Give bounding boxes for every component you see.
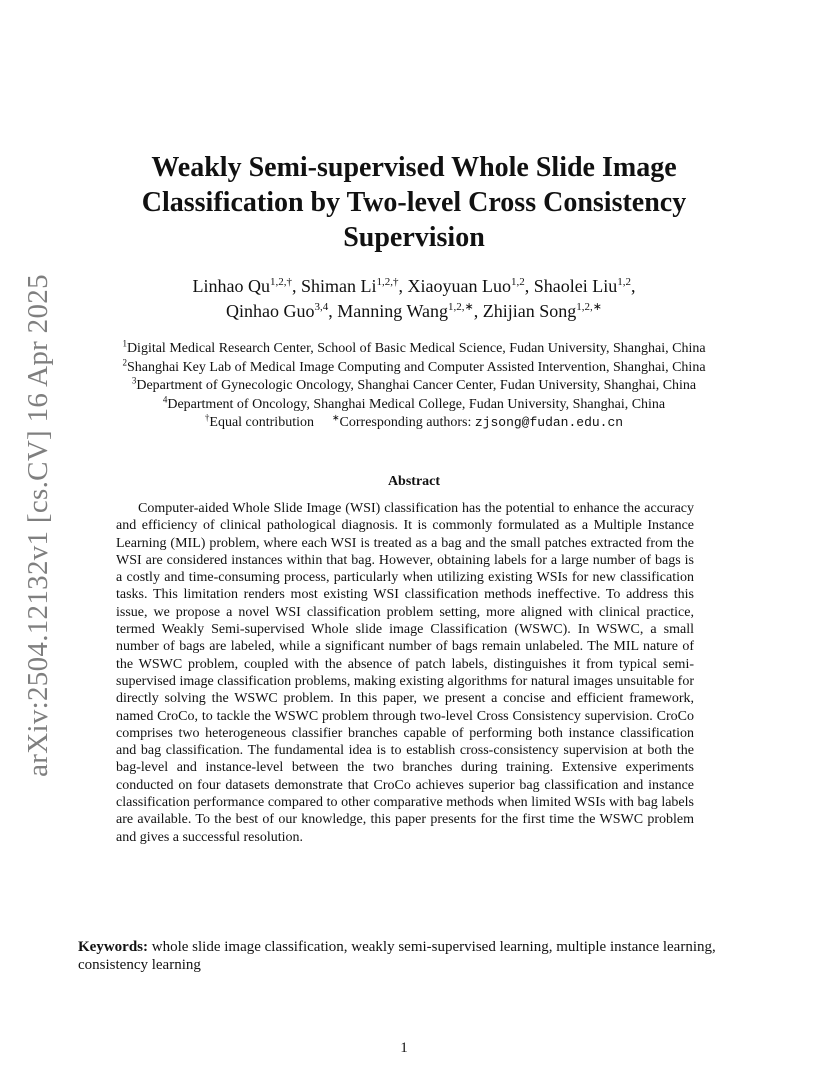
author-affil-sup: 1,2,†: [270, 276, 292, 288]
author-name: Manning Wang: [337, 301, 449, 321]
author-list: Linhao $Qu^{1,2,\dagger}$, Shiman $Li^{1,2,\dagger}$, Xiaoyuan Luo$^{1,2}$, Shaolei Liu$^{1,2}$, Qinhao Guo$^{3,4}$, Manning Wang$^{1,2,∗}$, Zhijian Song$^{1,2,∗}$: [192, 276, 636, 321]
abstract-heading: Abstract: [387, 474, 441, 489]
arxiv-identifier-stamp: [18, 273, 58, 777]
author-name: Xiaoyuan Luo: [407, 276, 511, 296]
author-name: Shaolei Liu: [533, 276, 618, 296]
author-affil-sup: 1,2,∗: [448, 301, 474, 313]
paper-title: Weakly Semi-supervised Whole Slide Image Classification by Two-level Cross Consistency Supervision: [141, 152, 687, 253]
affiliation-line: $^1$Digital Medical Research Center, School of Basic Medical Science, Fudan University, Shanghai, China: [122, 338, 706, 356]
author-affil-sup: 1,2,∗: [576, 301, 602, 313]
affiliation-list: [60, 340, 768, 433]
author-affil-sup: 1,2: [510, 276, 525, 288]
abstract-body: Computer-aided Whole Slide Image (WSI) classification has the potential to enhance the accuracy and efficiency of clinical pathological diagnosis. It is commonly formulated as a Multiple Instance Learning (MIL) problem, where each WSI is treated as a bag and the small patches extracted from the WSI are considered instances within that bag. However, obtaining labels for a large number of bags is a costly and time-consuming process, particularly when utilizing existing WSIs for new classification tasks. This limitation renders most existing WSI classification methods ineffective. To address this issue, we propose a novel WSI classification problem setting, more aligned with clinical practice, termed Weakly Semi-supervised Whole slide image Classification (WSWC). In WSWC, a small number of bags are labeled, while a significant number of bags remain unlabeled. The MIL nature of the WSWC problem, coupled with the absence of patch labels, distinguishes it from typical semi-supervised image classification problems, making existing algorithms for natural images unsuitable for directly solving the WSWC problem. In this paper, we present a concise and efficient framework, named CroCo, to tackle the WSWC problem through two-level Cross Consistency supervision. CroCo comprises two heterogeneous classifier branches capable of performing both instance classification and bag classification. The fundamental idea is to establish cross-consistency supervision at both the bag-level and instance-level between the two branches during training. Extensive experiments conducted on four datasets demonstrate that CroCo achieves superior bag classification and instance classification performance compared to other comparative methods when limited WSIs with bag labels are available. To the best of our knowledge, this paper presents for the first time the WSWC problem and gives a successful resolution.: [116, 501, 694, 845]
author-notes: †Equal contribution ∗Corresponding authors: zjsong@fudan.edu.cn: [204, 412, 624, 430]
author-name: Qinhao Guo: [226, 301, 315, 321]
author-name: Linhao Qu: [192, 276, 270, 296]
page-number: 1: [400, 1040, 408, 1056]
author-name: Zhijian Song: [482, 301, 577, 321]
affiliation-line: $^2$Shanghai Key Lab of Medical Image Computing and Computer Assisted Intervention, Shanghai, China: [122, 356, 706, 375]
equal-contribution-note: Equal contribution: [209, 415, 314, 430]
keywords-label: Keywords:: [78, 939, 148, 955]
author-affil-sup: 1,2,†: [376, 276, 399, 288]
affiliation-line: $^4$Department of Oncology, Shanghai Medical College, Fudan University, Shanghai, China: [162, 393, 666, 412]
corresponding-authors-note: Corresponding authors:: [339, 415, 475, 430]
keywords-section: [78, 938, 734, 974]
author-affil-sup: 1,2: [617, 276, 631, 288]
keywords-text: whole slide image classification, weakly semi-supervised learning, multiple instance learning, consistency learning: [78, 939, 716, 973]
author-name: Shiman Li: [301, 276, 377, 296]
arxiv-id-text: arXiv:2504.12132v1 [cs.CV] 16 Apr 2025: [21, 273, 54, 777]
corresponding-email: zjsong@fudan.edu.cn: [474, 415, 624, 430]
affiliation-line: $^3$Department of Gynecologic Oncology, Shanghai Cancer Center, Fudan University, Shanghai, China: [131, 375, 697, 393]
author-affil-sup: 3,4: [314, 301, 329, 313]
